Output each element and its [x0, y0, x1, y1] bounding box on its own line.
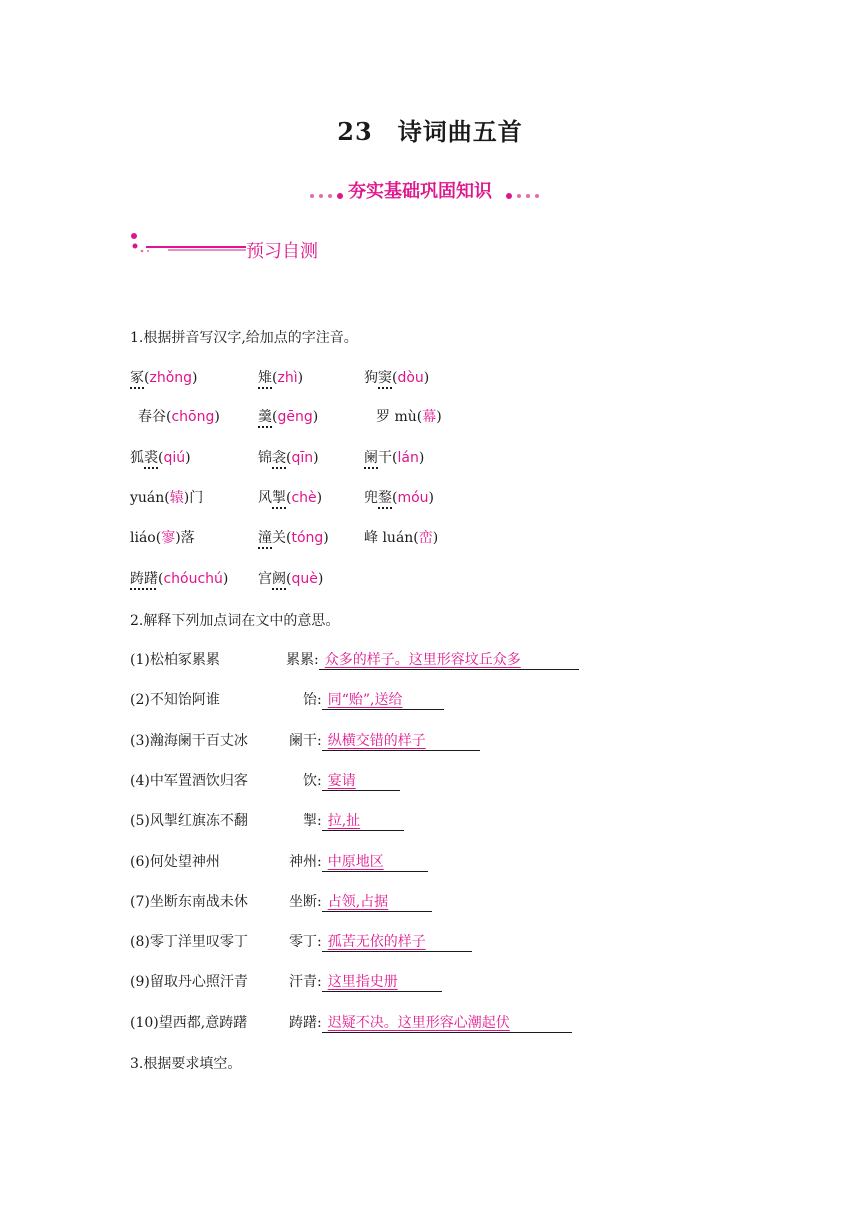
pinyin-item	[258, 406, 318, 426]
pinyin-prefix: 宫	[258, 571, 272, 587]
pinyin-answer: chōng	[171, 409, 215, 425]
paren-open: (	[158, 450, 164, 466]
paren-open: (	[158, 571, 164, 587]
definition-answer	[303, 689, 444, 710]
pinyin-item	[364, 367, 429, 387]
item-text: 风掣红旗冻不翻	[149, 813, 248, 829]
definition-item	[130, 1012, 247, 1032]
item-text: 松柏冢累累	[149, 652, 220, 668]
pinyin-item	[130, 487, 203, 507]
pinyin-answer: gēng	[277, 409, 313, 425]
dotted-char: 雉	[258, 370, 272, 386]
definition-item	[130, 649, 220, 669]
section-banner	[310, 174, 550, 202]
key-word: 累累:	[286, 652, 319, 668]
pinyin-answer: qiú	[163, 450, 186, 466]
answer-text: 众多的样子。这里形容坟丘众多	[324, 652, 521, 668]
answer-text: 中原地区	[327, 854, 384, 870]
item-number: (10)	[130, 1015, 159, 1031]
pinyin-item	[258, 487, 322, 507]
pinyin-prefix: 兜	[364, 490, 378, 506]
pinyin-item	[130, 447, 191, 467]
answer-blank	[322, 971, 442, 992]
definition-answer	[289, 1012, 572, 1033]
paren-close: )	[214, 409, 220, 425]
pinyin-item	[138, 406, 220, 426]
item-number: (8)	[130, 934, 150, 950]
answer-blank	[322, 851, 428, 872]
banner-text: 夯实基础巩固知识	[348, 181, 492, 202]
pinyin-item	[258, 568, 323, 588]
answer-blank	[322, 891, 432, 912]
key-word: 神州:	[289, 854, 322, 870]
answer-blank	[322, 689, 444, 710]
answer-text: 孤苦无依的样子	[327, 934, 426, 950]
paren-close: )	[428, 490, 435, 506]
definition-item	[130, 810, 248, 830]
paren-open: (	[286, 490, 292, 506]
definition-answer	[303, 770, 400, 791]
definition-answer	[303, 810, 404, 831]
section-heading	[128, 230, 348, 260]
pinyin-item	[130, 367, 197, 387]
pinyin-answer: 峦	[418, 529, 433, 545]
paren-close: )	[418, 450, 425, 466]
item-number: (6)	[130, 854, 150, 870]
pinyin-answer: zhì	[277, 370, 298, 386]
pinyin-prefix: 狗	[364, 370, 378, 386]
dotted-char: 衾	[272, 450, 286, 466]
item-text: 瀚海阑干百丈冰	[149, 733, 248, 749]
pinyin-prefix: liáo(	[130, 530, 162, 546]
definition-answer	[286, 649, 579, 670]
banner-dots-right	[506, 185, 544, 191]
item-number: (3)	[130, 733, 150, 749]
pinyin-item	[364, 487, 434, 507]
answer-blank	[322, 931, 472, 952]
section-title: 预习自测	[246, 241, 318, 262]
answer-blank	[322, 1012, 572, 1033]
item-number: (2)	[130, 692, 150, 708]
paren-open: (	[286, 450, 292, 466]
paren-close: )	[313, 450, 319, 466]
item-text: 望西都,意踌躇	[158, 1015, 248, 1031]
question-2-prompt: 2.解释下列加点词在文中的意思。	[130, 613, 340, 629]
paren-close: )门	[183, 490, 204, 506]
definition-item	[130, 730, 248, 750]
key-word: 饴:	[303, 692, 322, 708]
question-1-prompt: 1.根据拼音写汉字,给加点的字注音。	[130, 330, 358, 346]
pinyin-prefix: yuán(	[130, 490, 170, 506]
item-number: (1)	[130, 652, 150, 668]
item-text: 留取丹心照汗青	[149, 974, 248, 990]
definition-answer	[289, 971, 442, 992]
definition-answer	[289, 891, 432, 912]
paren-open: (	[392, 490, 398, 506]
pinyin-answer: lán	[397, 450, 419, 466]
key-word: 饮:	[303, 773, 322, 789]
definition-answer	[289, 730, 480, 751]
answer-text: 同“贻”,送给	[327, 692, 403, 708]
key-word: 阑干:	[289, 733, 322, 749]
banner-dots-left	[310, 185, 348, 191]
pinyin-answer: zhǒng	[149, 370, 193, 386]
paren-close: )	[423, 370, 430, 386]
paren-close: )	[192, 370, 198, 386]
pinyin-prefix: 风	[258, 490, 272, 506]
paren-close: )	[185, 450, 191, 466]
definition-item	[130, 931, 248, 951]
pinyin-item	[130, 568, 228, 588]
item-number: (4)	[130, 773, 150, 789]
paren-close: )	[432, 530, 439, 546]
pinyin-answer: móu	[397, 490, 429, 506]
section-decoration-icon	[128, 230, 248, 260]
paren-close: )	[312, 409, 319, 425]
answer-blank	[322, 730, 480, 751]
dotted-char: 鍪	[378, 490, 392, 506]
paren-open: (	[392, 370, 398, 386]
answer-blank	[322, 770, 400, 791]
answer-text: 宴请	[327, 773, 356, 789]
item-number: (9)	[130, 974, 150, 990]
paren-close: )	[222, 571, 229, 587]
pinyin-item	[364, 527, 438, 547]
answer-blank	[319, 649, 579, 670]
pinyin-answer: què	[291, 571, 318, 587]
dotted-char: 冢	[130, 370, 144, 386]
pinyin-answer: chè	[291, 490, 317, 506]
definition-item	[130, 891, 248, 911]
paren-close: )落	[175, 530, 195, 546]
paren-close: )	[436, 409, 442, 425]
item-text: 不知饴阿谁	[149, 692, 220, 708]
pinyin-item	[258, 447, 319, 467]
pinyin-item	[364, 447, 424, 467]
dotted-char: 阑	[364, 450, 378, 466]
pinyin-item	[376, 406, 442, 426]
dotted-char: 踌躇	[130, 571, 158, 587]
key-word: 零丁:	[289, 934, 322, 950]
pinyin-answer: 辕	[169, 489, 184, 505]
paren-close: )	[323, 530, 329, 546]
paren-close: )	[317, 571, 324, 587]
paren-open: (	[286, 571, 292, 587]
definition-answer	[289, 931, 472, 952]
paren-close: )	[297, 370, 304, 386]
pinyin-answer: qīn	[291, 450, 314, 466]
pinyin-prefix: 罗 mù(	[376, 409, 423, 425]
answer-text: 迟疑不决。这里形容心潮起伏	[327, 1015, 510, 1031]
pinyin-answer: 幕	[422, 408, 437, 424]
definition-item	[130, 770, 248, 790]
pinyin-prefix: 峰 luán(	[364, 530, 419, 546]
pinyin-prefix: 狐	[130, 450, 144, 466]
answer-text: 占领,占据	[327, 894, 389, 910]
pinyin-prefix: 锦	[258, 450, 272, 466]
question-3-prompt: 3.根据要求填空。	[130, 1056, 242, 1072]
pinyin-answer: chóuchú	[163, 571, 223, 587]
answer-blank	[322, 810, 404, 831]
dotted-char: 羹	[258, 409, 272, 425]
answer-text: 这里指史册	[327, 974, 398, 990]
answer-text: 拉,扯	[327, 813, 361, 829]
item-text: 零丁洋里叹零丁	[149, 934, 248, 950]
pinyin-item	[258, 527, 329, 547]
item-number: (5)	[130, 813, 150, 829]
key-word: 汗青:	[289, 974, 322, 990]
paren-open: (	[272, 370, 278, 386]
definition-item	[130, 851, 220, 871]
item-text: 坐断东南战未休	[149, 894, 248, 910]
definition-item	[130, 971, 248, 991]
dotted-char: 阙	[272, 571, 286, 587]
pinyin-answer: dòu	[397, 370, 424, 386]
dotted-char: 裘	[144, 450, 158, 466]
paren-open: 关(	[272, 530, 292, 546]
item-number: (7)	[130, 894, 150, 910]
dotted-char: 掣	[272, 490, 286, 506]
answer-text: 纵横交错的样子	[327, 733, 426, 749]
item-text: 中军置酒饮归客	[149, 773, 248, 789]
page-title: 23 诗词曲五首	[337, 117, 523, 146]
pinyin-prefix: 春谷(	[138, 409, 172, 425]
dotted-char: 窦	[378, 370, 392, 386]
pinyin-answer: 寥	[161, 529, 176, 545]
item-text: 何处望神州	[149, 854, 220, 870]
key-word: 踌躇:	[289, 1015, 322, 1031]
paren-open: 干(	[378, 450, 398, 466]
paren-open: (	[144, 370, 150, 386]
key-word: 掣:	[303, 813, 322, 829]
pinyin-item	[130, 527, 195, 547]
paren-close: )	[316, 490, 323, 506]
definition-item	[130, 689, 220, 709]
pinyin-answer: tóng	[291, 530, 324, 546]
definition-answer	[289, 851, 428, 872]
key-word: 坐断:	[289, 894, 322, 910]
dotted-char: 潼	[258, 530, 272, 546]
paren-open: (	[272, 409, 278, 425]
pinyin-item	[258, 367, 303, 387]
